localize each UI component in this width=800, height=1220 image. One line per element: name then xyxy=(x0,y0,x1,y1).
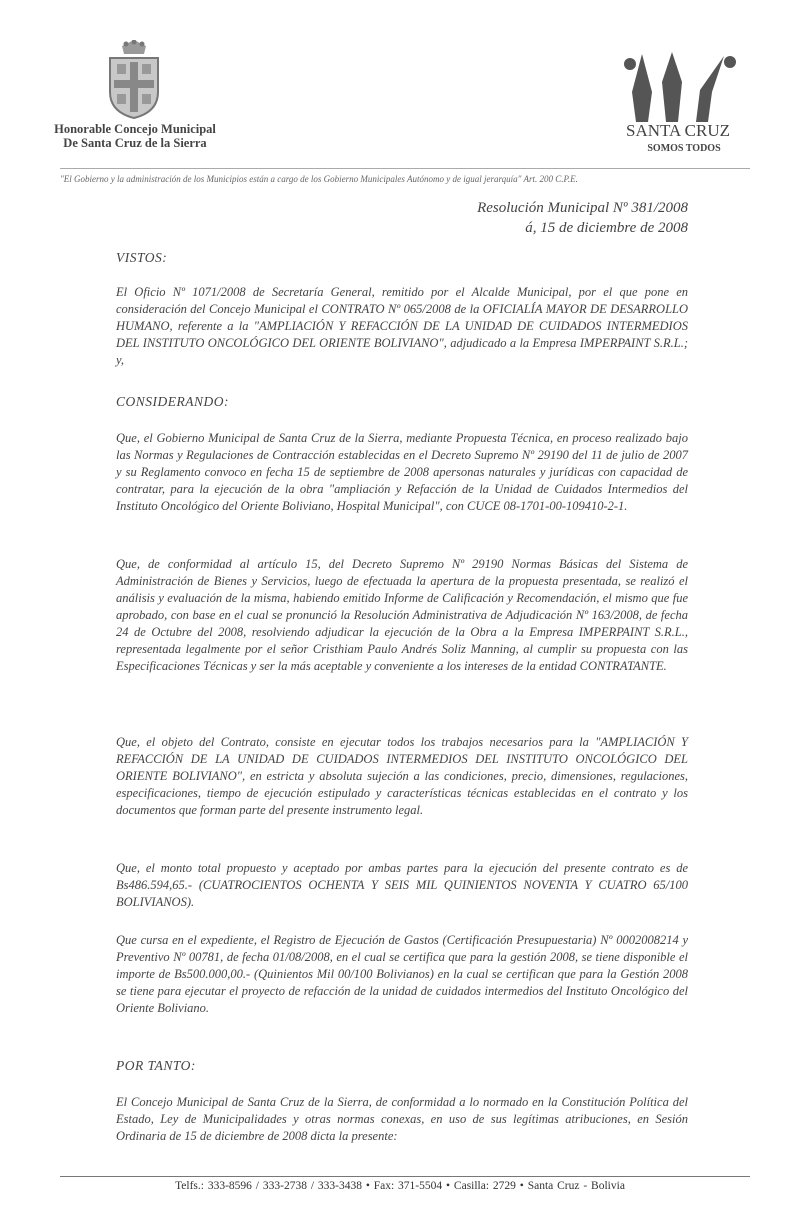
vistos-paragraph: El Oficio Nº 1071/2008 de Secretaría General, remitido por el Alcalde Municipal, por el que pone en consideración del Concejo Municipal el CONTRATO Nº 065/2008 de la OFICIALÍA MAYOR DE DESARROLLO HUMANO, referente a la "AMPLIACIÓN Y REFACCIÓN DE LA UNIDAD DE CUIDADOS INTERMEDIOS DEL INSTITUTO ONCOLÓGICO DEL ORIENTE BOLIVIANO", adjudicado a la Empresa IMPERPAINT S.R.L.; y, xyxy=(116,285,688,367)
considerando-heading: CONSIDERANDO: xyxy=(116,394,229,409)
logo-tagline: SOMOS TODOS xyxy=(647,143,721,154)
considerando-paragraph-5: Que cursa en el expediente, el Registro de Ejecución de Gastos (Certificación Presupuestaria) Nº 0002008214 y Preventivo Nº 00781, de fecha 01/08/2008, en el cual se certifica que para la gestión 2008, se tiene disponible el importe de Bs500.000,00.- (Quinientos Mil 00/100 Bolivianos) en la cual se certifican que para la Gestión 2008 se tiene para ejecutar el proyecto de refacción de la unidad de cuidados intermedios del Instituto Oncológico del Oriente Boliviano. xyxy=(116,933,688,1015)
considerando-paragraph-4: Que, el monto total propuesto y aceptado por ambas partes para la ejecución del presente contrato es de Bs486.594,65.- (CUATROCIENTOS OCHENTA Y SEIS MIL QUINIENTOS NOVENTA Y CUATRO 65/100 BOLIVIANOS). xyxy=(116,861,688,909)
vistos-heading: VISTOS: xyxy=(116,250,168,265)
constitution-quote: "El Gobierno y la administración de los Municipios están a cargo de los Gobierno Municipales Autónomo y de igual jerarquía" Art. 200 C.P.E. xyxy=(60,174,578,184)
header-divider xyxy=(60,168,750,169)
footer-contact: Telfs.: 333-8596 / 333-2738 / 333-3438 • Fax: 371-5504 • Casilla: 2729 • Santa Cruz - Bolivia xyxy=(175,1180,625,1192)
council-name-line2: De Santa Cruz de la Sierra xyxy=(63,136,207,150)
considerando-paragraph-2: Que, de conformidad al artículo 15, del Decreto Supremo Nº 29190 Normas Básicas del Sistema de Administración de Bienes y Servicios, luego de efectuada la apertura de la propuesta presentada, se realizó el análisis y evaluación de la misma, habiendo emitido Informe de Calificación y Recomendación, el mismo que fue aprobado, con base en el cual se pronunció la Resolución Administrativa de Adjudicación Nº 163/2008, de fecha 24 de Octubre del 2008, resolviendo adjudicar la ejecución de la Obra a la Empresa IMPERPAINT S.R.L., representada legalmente por el señor Cristhiam Paulo Andrés Soliz Manning, al cumplir su propuesta con las Especificaciones Técnicas y ser la más aceptable y conveniente a los intereses de la entidad CONTRATANTE. xyxy=(116,557,688,673)
santa-cruz-logo xyxy=(612,52,744,154)
council-name xyxy=(40,122,230,150)
council-name-line1: Honorable Concejo Municipal xyxy=(54,122,216,136)
considerando-paragraph-1: Que, el Gobierno Municipal de Santa Cruz de la Sierra, mediante Propuesta Técnica, en proceso realizado bajo las Normas y Regulaciones de Contracción establecidas en el Decreto Supremo Nº 29190 del 11 de julio de 2007 y su Reglamento convoco en fecha 15 de septiembre de 2008 apersonas naturales y jurídicas con capacidad de contratar, para la ejecución de la obra "ampliación y Refacción de la Unidad de Cuidados Intermedios del Instituto Oncológico del Oriente Boliviano, Hospital Municipal", con CUCE 08-1701-00-109410-2-1. xyxy=(116,431,688,513)
resolution-date: á, 15 de diciembre de 2008 xyxy=(525,220,688,236)
resolution-header xyxy=(477,198,688,238)
logo-text: SANTA CRUZ xyxy=(626,121,730,140)
coat-of-arms-icon xyxy=(104,40,164,120)
portanto-paragraph: El Concejo Municipal de Santa Cruz de la Sierra, de conformidad a lo normado en la Constitución Política del Estado, Ley de Municipalidades y otras normas conexas, en uso de sus legítimas atribuciones, en Sesión Ordinaria de 15 de diciembre de 2008 dicta la presente: xyxy=(116,1095,688,1143)
considerando-paragraph-3: Que, el objeto del Contrato, consiste en ejecutar todos los trabajos necesarios para la "AMPLIACIÓN Y REFACCIÓN DE LA UNIDAD DE CUIDADOS INTERMEDIOS DEL INSTITUTO ONCOLÓGICO DEL ORIENTE BOLIVIANO", en estricta y absoluta sujeción a las condiciones, precio, dimensiones, regulaciones, especificaciones, tiempo de ejecución estipulado y características técnicas establecidas en el contrato y los documentos que forman parte del presente instrumento legal. xyxy=(116,735,688,817)
footer-divider xyxy=(60,1176,750,1177)
portanto-heading: POR TANTO: xyxy=(116,1058,196,1073)
resolution-title: Resolución Municipal Nº 381/2008 xyxy=(477,200,688,216)
